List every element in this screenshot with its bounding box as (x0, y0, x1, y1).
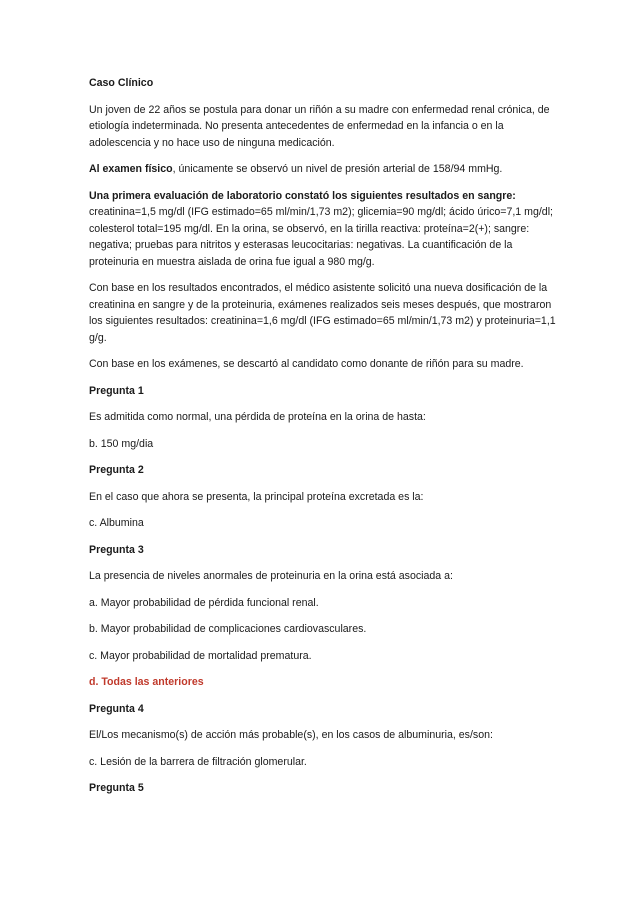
question-2-text: En el caso que ahora se presenta, la principal proteína excretada es la: (89, 490, 424, 503)
question-3-answer-a: a. Mayor probabilidad de pérdida funcional renal. (89, 596, 319, 609)
question-3-label: Pregunta 3 (89, 543, 144, 556)
lab-results-paragraph (89, 188, 558, 271)
case-title: Caso Clínico (89, 77, 154, 89)
question-1-text: Es admitida como normal, una pérdida de proteína en la orina de hasta: (89, 411, 426, 423)
case-intro-paragraph: Un joven de 22 años se postula para donar un riñón a su madre con enfermedad renal crónica, de etiología indeterminada. No presenta antecedentes de enfermedad en la infancia o en la adolescencia y no hace uso de ninguna medicación. (89, 103, 550, 149)
question-3-answer-b: b. Mayor probabilidad de complicaciones cardiovasculares. (89, 623, 367, 635)
question-4-answer: c. Lesión de la barrera de filtración glomerular. (89, 755, 307, 768)
physical-exam-paragraph (89, 161, 558, 178)
question-3-highlighted-answer: d. Todas las anteriores (89, 676, 204, 688)
conclusion-paragraph: Con base en los exámenes, se descartó al candidato como donante de riñón para su madre. (89, 358, 524, 370)
question-3-text: La presencia de niveles anormales de proteinuria en la orina está asociada a: (89, 570, 453, 582)
question-5-label: Pregunta 5 (89, 782, 144, 794)
question-3-answer-c: c. Mayor probabilidad de mortalidad prematura. (89, 649, 312, 662)
question-4-text: El/Los mecanismo(s) de acción más probable(s), en los casos de albuminuria, es/son: (89, 729, 493, 741)
question-2-answer: c. Albumina (89, 517, 144, 529)
lab-results-text: creatinina=1,5 mg/dl (IFG estimado=65 ml/min/1,73 m2); glicemia=90 mg/dl; ácido úrico=7,1 mg/dl; colesterol total=195 mg/dl. En la orina, se observó, en la tirilla reactiva: proteína=2(+); sangre: negativa; pruebas para nitritos y esterasas leucocitarias: negativas. La cuantificación de la proteinuria en muestra aislada de orina fue igual a 980 mg/g. (89, 206, 553, 268)
physical-exam-text: , únicamente se observó un nivel de presión arterial de 158/94 mmHg. (172, 163, 503, 175)
physical-exam-label: Al examen físico (89, 163, 173, 175)
question-1-answer: b. 150 mg/dia (89, 437, 154, 450)
lab-results-heading: Una primera evaluación de laboratorio constató los siguientes resultados en sangre: (89, 189, 516, 202)
question-2-label: Pregunta 2 (89, 464, 144, 476)
followup-paragraph: Con base en los resultados encontrados, el médico asistente solicitó una nueva dosificación de la creatinina en sangre y de la proteinuria, exámenes realizados seis meses después, que mostraron los siguientes resultados: creatinina=1,6 mg/dl (IFG estimado=65 ml/min/1,73 m2) y proteinuria=1,1 g/g. (89, 282, 556, 344)
question-1-label: Pregunta 1 (89, 384, 144, 397)
question-4-label: Pregunta 4 (89, 702, 144, 715)
